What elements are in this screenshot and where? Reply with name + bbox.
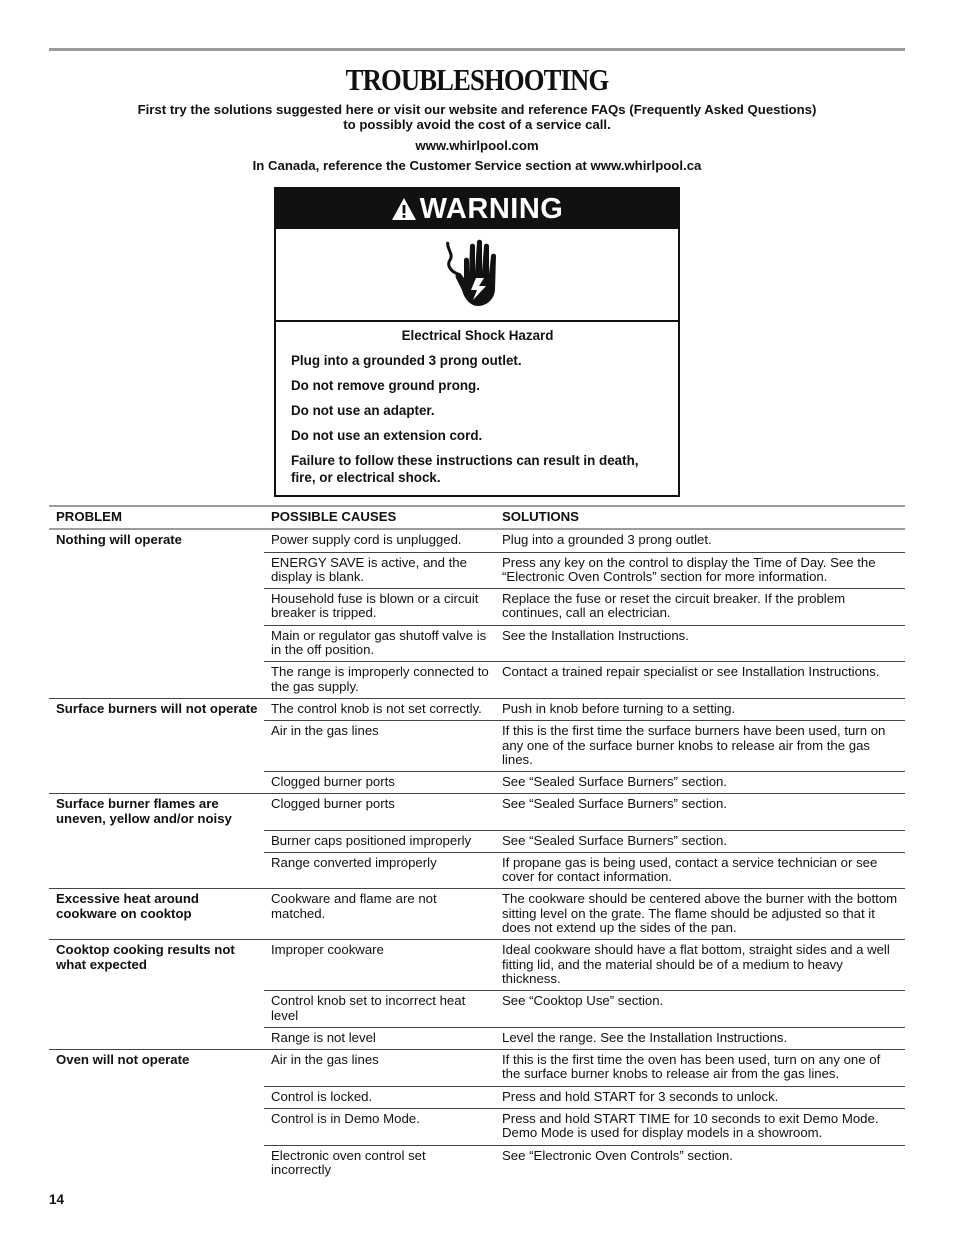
warning-line: Do not use an extension cord. (291, 428, 483, 443)
warning-triangle-icon (391, 197, 417, 221)
cause-cell: The control knob is not set correctly. (264, 698, 495, 720)
solution-cell: Push in knob before turning to a setting. (495, 698, 905, 720)
table-row (49, 1086, 905, 1108)
cause-cell: Main or regulator gas shutoff valve is in the off position. (264, 625, 495, 662)
problem-cell: Surface burner flames are uneven, yellow and/or noisy (49, 794, 264, 830)
cause-cell: Burner caps positioned improperly (264, 830, 495, 852)
table-row (49, 625, 905, 662)
cause-cell: Household fuse is blown or a circuit breaker is tripped. (264, 589, 495, 626)
page-number: 14 (49, 1192, 65, 1207)
problem-cell (49, 991, 264, 1028)
hazard-title: Electrical Shock Hazard (401, 328, 554, 343)
solution-cell: See “Cooktop Use” section. (495, 991, 905, 1028)
table-row (49, 1109, 905, 1146)
cause-cell: Air in the gas lines (264, 1050, 495, 1087)
table-row (49, 552, 905, 589)
problem-cell (49, 625, 264, 662)
solution-cell: The cookware should be centered above the burner with the bottom sitting level on the grate. The flame should be adjusted so that it does not extend up the sides of the pan. (495, 889, 905, 940)
warning-box (274, 187, 680, 497)
table-row (49, 794, 905, 830)
solution-cell: Level the range. See the Installation Instructions. (495, 1027, 905, 1049)
solution-cell: Contact a trained repair specialist or see Installation Instructions. (495, 662, 905, 699)
warning-header (276, 189, 678, 229)
cause-cell: Cookware and flame are not matched. (264, 889, 495, 940)
canada-note: In Canada, reference the Customer Service section at www.whirlpool.ca (252, 158, 702, 173)
solution-cell: Ideal cookware should have a flat bottom, straight sides and a well fitting lid, and the material should be of a medium to heavy thickness. (495, 940, 905, 991)
website-link[interactable]: www.whirlpool.com (415, 138, 539, 153)
table-row (49, 662, 905, 699)
table-row (49, 1145, 905, 1181)
warning-heading: WARNING (419, 192, 564, 225)
problem-cell (49, 1027, 264, 1049)
cause-cell: Air in the gas lines (264, 721, 495, 772)
cause-cell: Electronic oven control set incorrectly (271, 1147, 426, 1177)
problem-cell (49, 772, 264, 794)
problem-cell: Surface burners will not operate (49, 698, 264, 720)
table-row (49, 698, 905, 720)
troubleshooting-table (49, 505, 905, 1181)
intro-text (0, 102, 954, 132)
cause-cell: Clogged burner ports (264, 794, 495, 830)
top-rule (49, 48, 905, 51)
warning-line: Do not use an adapter. (291, 403, 435, 418)
solution-cell: If this is the first time the surface burners have been used, turn on any one of the surface burner knobs to release air from the gas lines. (495, 721, 905, 772)
solution-cell: Press any key on the control to display the Time of Day. See the “Electronic Oven Controls” section for more information. (495, 552, 905, 589)
table-row (49, 1050, 905, 1087)
table-row (49, 529, 905, 552)
table-row (49, 889, 905, 940)
table-row (49, 1027, 905, 1049)
table-row (49, 772, 905, 794)
solution-cell: See “Sealed Surface Burners” section. (495, 772, 905, 794)
cause-cell: Improper cookware (264, 940, 495, 991)
problem-cell (49, 662, 264, 699)
table-row (49, 991, 905, 1028)
problem-cell (49, 852, 264, 889)
solution-cell: Press and hold START TIME for 10 seconds to exit Demo Mode. Demo Mode is used for display models in a showroom. (495, 1109, 905, 1146)
solution-cell: If this is the first time the oven has been used, turn on any one of the surface burner knobs to release air from the gas lines. (495, 1050, 905, 1087)
electrical-shock-hand-icon (442, 234, 512, 315)
cause-cell: Range converted improperly (264, 852, 495, 889)
cause-cell: Control is locked. (264, 1086, 495, 1108)
cause-cell: ENERGY SAVE is active, and the display is blank. (264, 552, 495, 589)
problem-cell (49, 830, 264, 852)
solution-cell: Replace the fuse or reset the circuit breaker. If the problem continues, call an electrician. (495, 589, 905, 626)
problem-cell (49, 1109, 264, 1146)
cause-cell: The range is improperly connected to the gas supply. (264, 662, 495, 699)
solution-cell: See “Sealed Surface Burners” section. (495, 830, 905, 852)
header-solutions: SOLUTIONS (495, 506, 905, 529)
solution-cell: Plug into a grounded 3 prong outlet. (495, 529, 905, 552)
table-row (49, 830, 905, 852)
cause-cell: Range is not level (264, 1027, 495, 1049)
header-causes: POSSIBLE CAUSES (264, 506, 495, 529)
solution-cell: Press and hold START for 3 seconds to unlock. (495, 1086, 905, 1108)
table-row (49, 589, 905, 626)
cause-cell: Power supply cord is unplugged. (264, 529, 495, 552)
table-row (49, 852, 905, 889)
page-title: TROUBLESHOOTING (345, 62, 609, 97)
header-problem: PROBLEM (49, 506, 264, 529)
warning-icon-area (276, 229, 678, 322)
intro-line-1: First try the solutions suggested here or visit our website and reference FAQs (Frequently Asked Questions) (137, 102, 817, 117)
table-row (49, 940, 905, 991)
problem-cell: Excessive heat around cookware on cooktop (49, 889, 264, 940)
solution-cell: See “Sealed Surface Burners” section. (495, 794, 905, 830)
problem-cell (49, 552, 264, 589)
table-header-row (49, 506, 905, 529)
cause-cell: Control is in Demo Mode. (264, 1109, 495, 1146)
warning-body (276, 322, 678, 486)
solution-cell: See the Installation Instructions. (495, 625, 905, 662)
intro-line-2: to possibly avoid the cost of a service call. (343, 117, 611, 132)
cause-cell: Control knob set to incorrect heat level (264, 991, 495, 1028)
cause-cell: Clogged burner ports (264, 772, 495, 794)
solution-cell: If propane gas is being used, contact a service technician or see cover for contact information. (495, 852, 905, 889)
problem-cell: Nothing will operate (56, 532, 183, 548)
problem-cell: Oven will not operate (49, 1050, 264, 1087)
problem-cell (49, 1145, 264, 1181)
problem-cell (49, 1086, 264, 1108)
solution-cell: See “Electronic Oven Controls” section. (502, 1147, 733, 1163)
problem-cell: Cooktop cooking results not what expected (49, 940, 264, 991)
table-row (49, 721, 905, 772)
warning-line: Failure to follow these instructions can result in death, fire, or electrical shock. (291, 453, 639, 485)
problem-cell (49, 721, 264, 772)
warning-line: Plug into a grounded 3 prong outlet. (291, 353, 522, 368)
problem-cell (49, 589, 264, 626)
warning-line: Do not remove ground prong. (291, 378, 480, 393)
